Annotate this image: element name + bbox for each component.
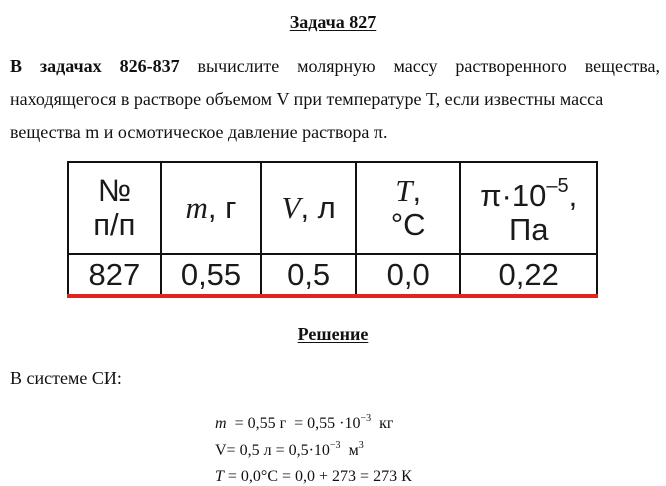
header-mass (161, 162, 262, 254)
header-pressure-exponent: –5 (546, 175, 569, 197)
header-temperature (356, 162, 461, 254)
header-volume (261, 162, 356, 254)
header-temperature-comma: , (412, 173, 422, 208)
solution-title: Решение (297, 324, 369, 344)
formula-mass-body: = 0,55 г = 0,55 ·10 (226, 415, 361, 432)
formula-mass-unit: кг (371, 415, 394, 432)
cell-mass: 0,55 (161, 254, 262, 296)
header-mass-unit: , г (207, 190, 237, 225)
red-underline (67, 294, 598, 298)
header-pressure-comma: , (568, 178, 578, 213)
formula-volume (215, 440, 364, 460)
table-header-row (68, 162, 597, 254)
header-number-label: п/п (93, 207, 136, 242)
statement-line-1-rest: вычислите молярную массу растворенного вещества, (179, 56, 660, 76)
cell-pressure: 0,22 (460, 254, 597, 296)
header-mass-symbol: m (185, 190, 208, 225)
formula-temperature-body: = 0,0°С = 0,0 + 273 = 273 К (223, 468, 412, 485)
data-table-wrapper (67, 161, 598, 295)
header-temperature-unit: °С (390, 207, 426, 242)
si-intro: В системе СИ: (10, 368, 122, 388)
formula-temperature-symbol: T (215, 468, 224, 485)
header-pressure (460, 162, 597, 254)
formula-temperature (215, 468, 412, 486)
cell-number: 827 (68, 254, 161, 296)
data-table (67, 161, 598, 297)
formula-mass-symbol: m (215, 415, 227, 432)
formula-volume-unit: м (340, 442, 359, 459)
header-pressure-base: π·10 (480, 178, 547, 213)
formula-mass-exponent: −3 (360, 413, 372, 424)
statement-line-1 (10, 50, 660, 83)
formula-mass (215, 413, 393, 433)
header-volume-unit: , л (300, 190, 336, 225)
formula-volume-exponent: −3 (329, 440, 341, 451)
statement-line-3: вещества m и осмотическое давление раствора π. (10, 122, 388, 142)
cell-volume: 0,5 (261, 254, 356, 296)
task-title: Задача 827 (289, 12, 377, 32)
task-statement (10, 50, 660, 149)
header-number (68, 162, 161, 254)
formula-volume-unit-exponent: 3 (358, 440, 364, 451)
statement-bold-lead: В задачах 826-837 (10, 56, 180, 76)
header-temperature-symbol: T (395, 173, 413, 208)
formula-volume-body: V= 0,5 л = 0,5·10 (215, 442, 330, 459)
header-volume-symbol: V (281, 190, 301, 225)
table-row (68, 254, 597, 296)
header-number-sign: № (97, 173, 131, 208)
cell-temperature: 0,0 (356, 254, 461, 296)
header-pressure-unit: Па (508, 212, 549, 247)
statement-line-2: находящегося в растворе объемом V при температуре T, если известны масса (10, 89, 604, 109)
